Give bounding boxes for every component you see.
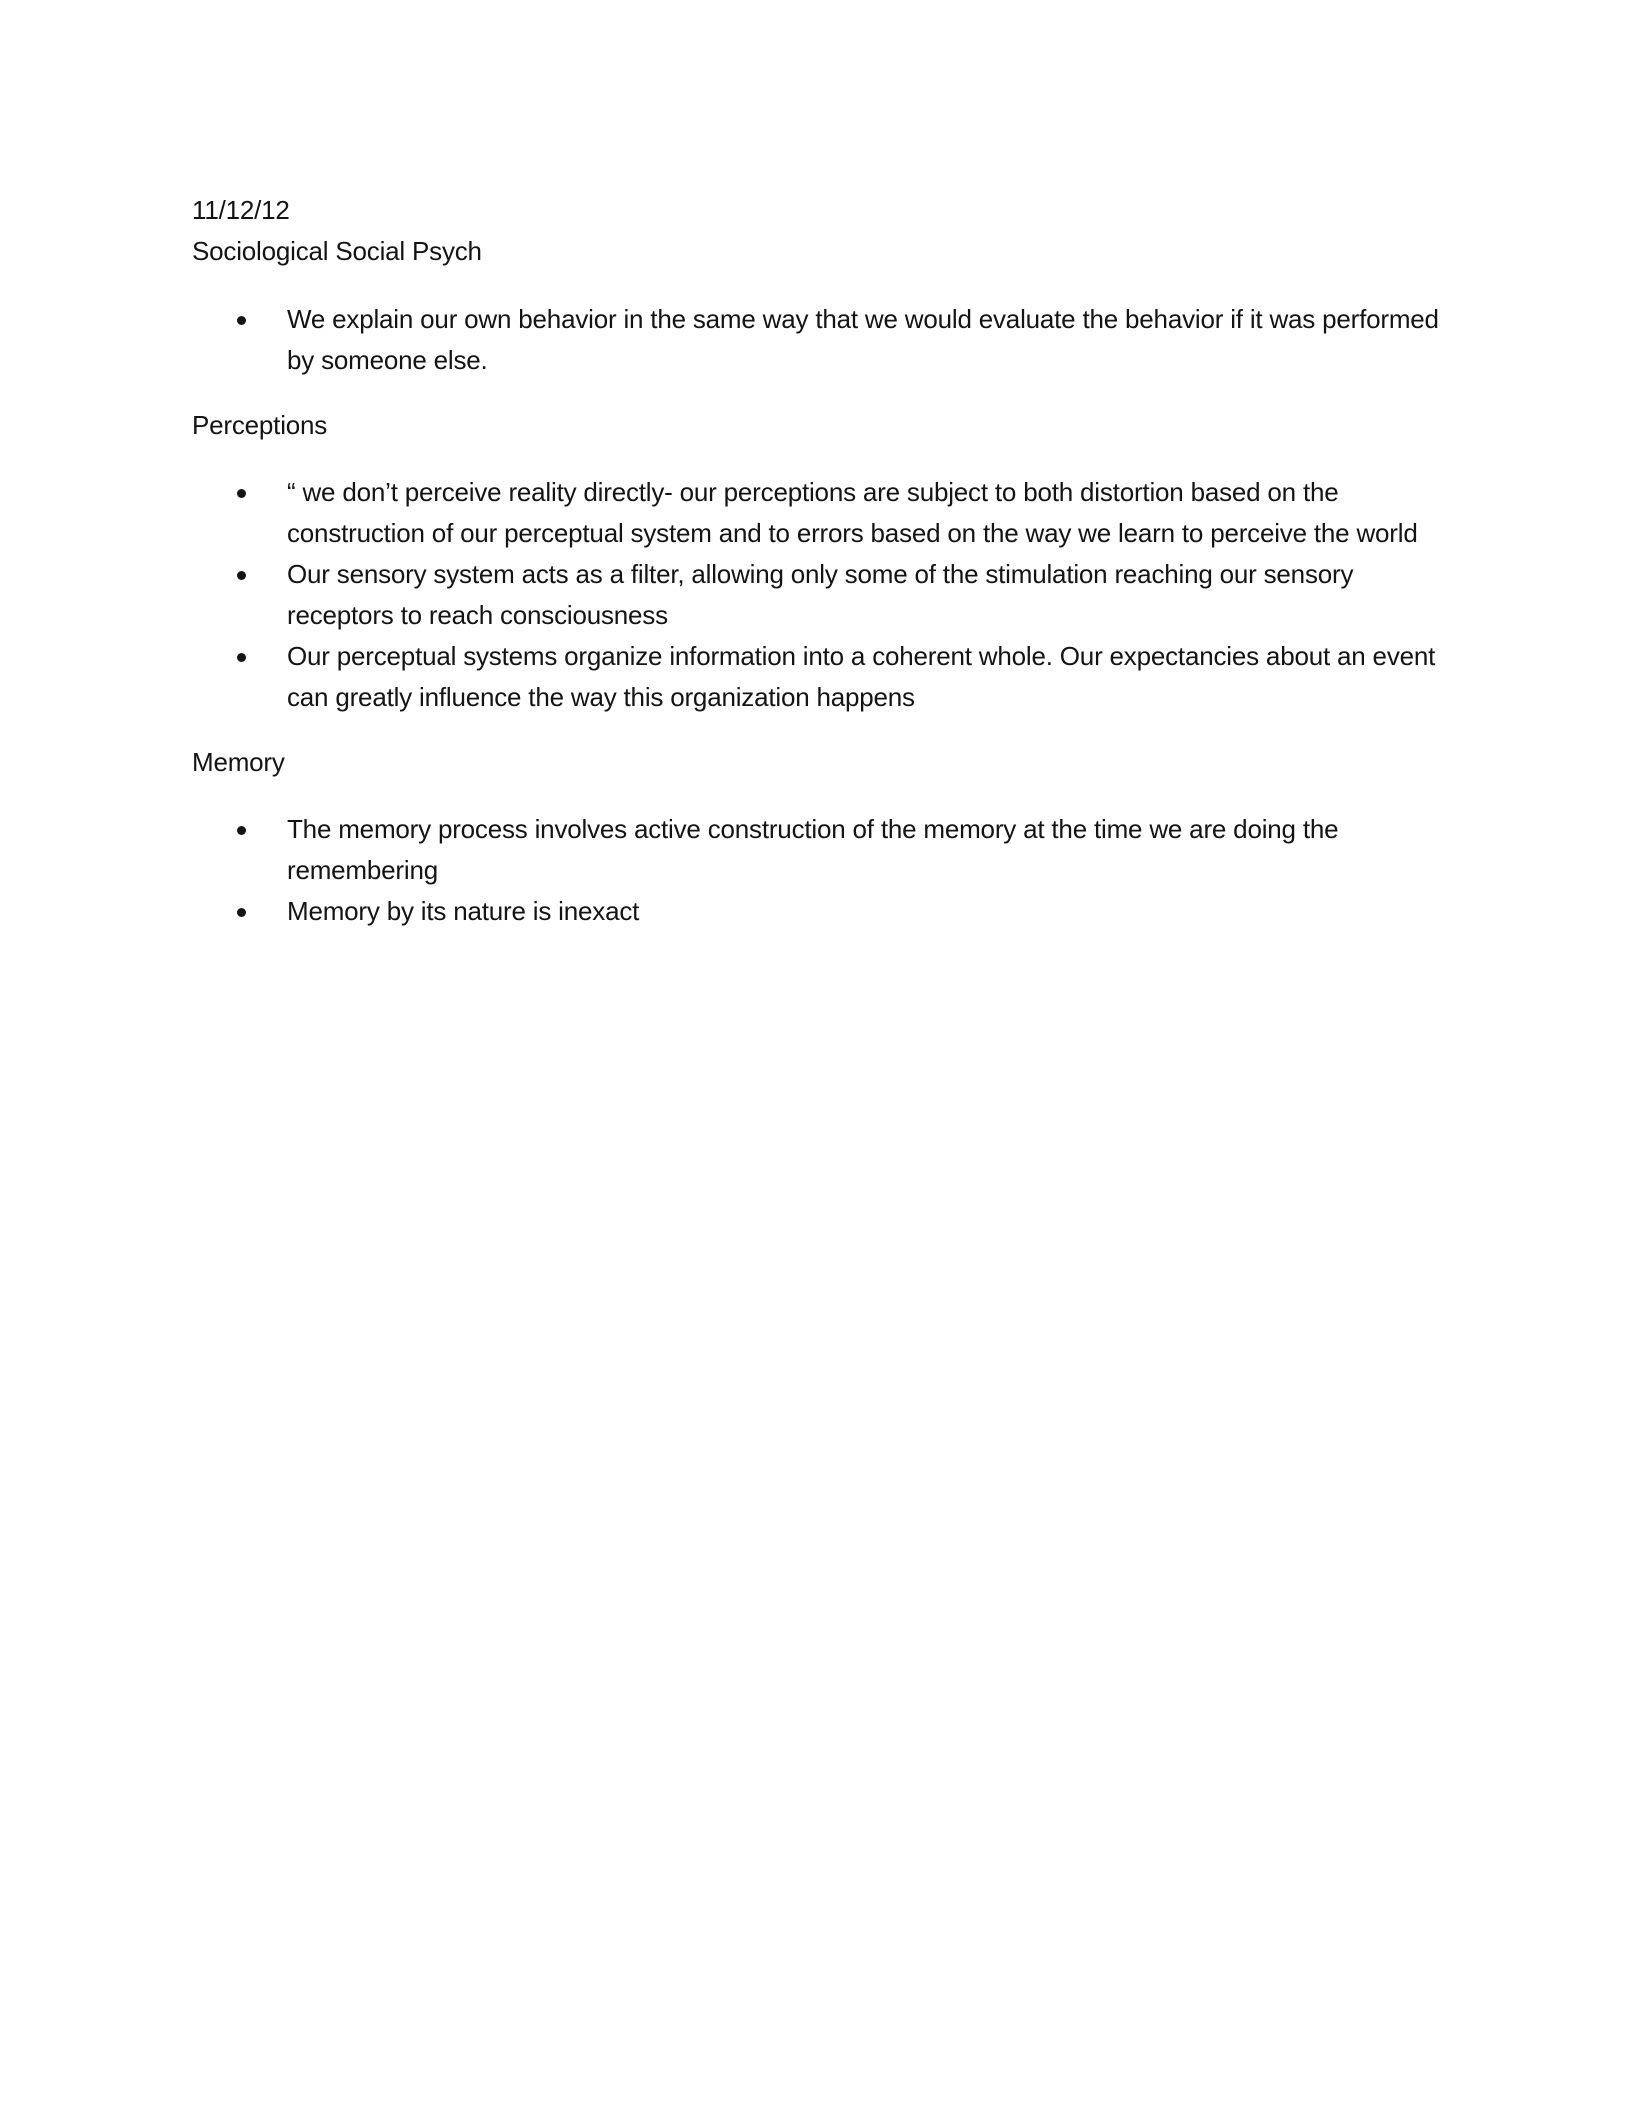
list-item bbox=[192, 299, 1452, 381]
bullet-icon bbox=[237, 908, 246, 917]
perceptions-bullet-list bbox=[192, 472, 1452, 718]
list-item bbox=[192, 554, 1452, 636]
spacer bbox=[192, 783, 1452, 809]
list-item-text: Our perceptual systems organize information into a coherent whole. Our expectancies about an event can greatly influence the way this organization happens bbox=[287, 641, 1436, 712]
bullet-icon bbox=[237, 489, 246, 498]
list-item bbox=[192, 891, 1452, 932]
bullet-icon bbox=[237, 571, 246, 580]
memory-bullet-list bbox=[192, 809, 1452, 932]
document-body bbox=[192, 190, 1452, 932]
list-item bbox=[192, 636, 1452, 718]
bullet-icon bbox=[237, 653, 246, 662]
document-title: Sociological Social Psych bbox=[192, 236, 482, 266]
list-item-text: Our sensory system acts as a filter, allowing only some of the stimulation reaching our sensory receptors to reach consciousness bbox=[287, 559, 1354, 630]
list-item-text: “ we don’t perceive reality directly- our perceptions are subject to both distortion based on the construction of our perceptual system and to errors based on the way we learn to perceive the world bbox=[287, 477, 1418, 548]
section-heading-perceptions: Perceptions bbox=[192, 410, 328, 440]
list-item-text: Memory by its nature is inexact bbox=[287, 896, 640, 926]
list-item bbox=[192, 809, 1452, 891]
list-item-text: The memory process involves active construction of the memory at the time we are doing the remembering bbox=[287, 814, 1339, 885]
spacer bbox=[192, 381, 1452, 405]
intro-bullet-list bbox=[192, 299, 1452, 381]
spacer bbox=[192, 718, 1452, 742]
bullet-icon bbox=[237, 316, 246, 325]
spacer bbox=[192, 446, 1452, 472]
section-heading-memory: Memory bbox=[192, 747, 285, 777]
list-item-text: We explain our own behavior in the same way that we would evaluate the behavior if it was performed by someone else. bbox=[287, 304, 1439, 375]
document-date: 11/12/12 bbox=[192, 195, 290, 225]
bullet-icon bbox=[237, 826, 246, 835]
spacer bbox=[192, 272, 1452, 299]
list-item bbox=[192, 472, 1452, 554]
